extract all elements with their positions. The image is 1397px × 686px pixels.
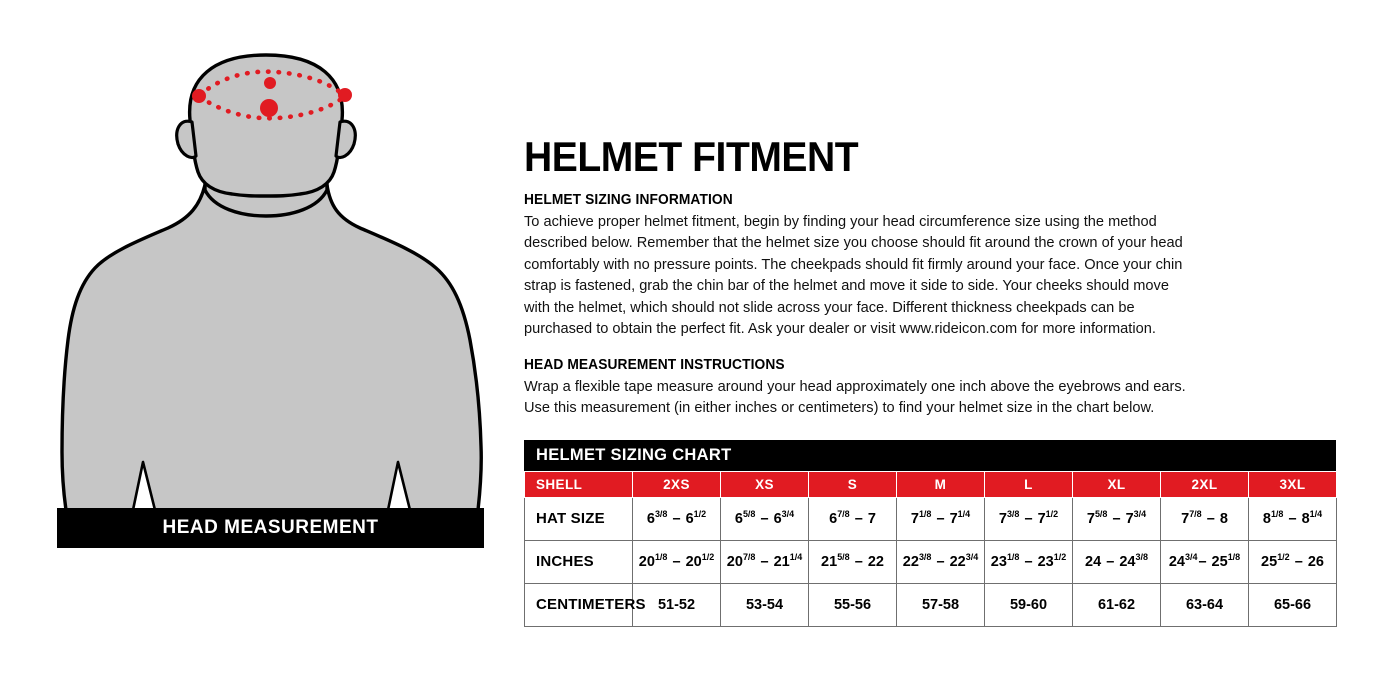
cell-1-1: $20^{7/8} - 21^{1/4}$ [721,540,809,583]
cell-0-1: $6^{5/8} - 6^{3/4}$ [721,497,809,540]
right-ear-shape [336,121,355,157]
cell-0-4: $7^{3/8} - 7^{1/2}$ [985,497,1073,540]
sizing-table [524,471,1337,627]
table-row [525,540,1337,583]
cell-0-2: $6^{7/8} - 7$ [809,497,897,540]
measurement-instructions-body: Wrap a flexible tape measure around your head approximately one inch above the eyebrows and ears. Use this measurement (in either inches or centimeters) to find your helmet size in the chart below. [524,378,1186,417]
cell-1-5: $24 - 24^{3/8}$ [1073,540,1161,583]
torso-shape [62,185,481,510]
tape-dot-top [264,77,276,89]
head-measurement-caption-text: HEAD MEASUREMENT [162,517,379,538]
row-label-hat-size: HAT SIZE [525,497,633,540]
left-ear-shape [177,121,196,157]
sizing-information-body: To achieve proper helmet fitment, begin by finding your head circumference size using the method described below. Remember that the helmet size you choose should fit around the crown of your head comfortably with no pressure points. The cheekpads should fit firmly around your face. Once your chin strap is fastened, grab the chin bar of the helmet and move it side to side. Your cheeks should move with the helmet, which should not slide across your face. Different thickness cheekpads can be purchased to obtain the perfect fit. Ask your dealer or visit www.rideicon.com for more information. [524,214,1183,338]
fitment-content [524,133,1344,627]
column-header-shell: SHELL [525,471,633,497]
cell-2-0: 51-52 [633,583,721,626]
cell-2-5: 61-62 [1073,583,1161,626]
column-header-m: M [897,471,985,497]
row-label-inches: INCHES [525,540,633,583]
head-measurement-caption-bar [57,508,484,548]
table-header-row [525,471,1337,497]
measurement-instructions-subhead: HEAD MEASUREMENT INSTRUCTIONS [524,356,785,373]
column-header-xs: XS [721,471,809,497]
cell-0-0: $6^{3/8} - 6^{1/2}$ [633,497,721,540]
row-label-centimeters: CENTIMETERS [525,583,633,626]
column-header-xl: XL [1073,471,1161,497]
column-header-l: L [985,471,1073,497]
cell-2-4: 59-60 [985,583,1073,626]
sizing-table-body [525,497,1337,626]
sizing-table-head [525,471,1337,497]
column-header-s: S [809,471,897,497]
cell-1-2: $21^{5/8} - 22$ [809,540,897,583]
cell-2-3: 57-58 [897,583,985,626]
column-header-2xl: 2XL [1161,471,1249,497]
cell-2-7: 65-66 [1249,583,1337,626]
column-header-3xl: 3XL [1249,471,1337,497]
cell-0-6: $7^{7/8} - 8$ [1161,497,1249,540]
cell-0-3: $7^{1/8} - 7^{1/4}$ [897,497,985,540]
cell-0-5: $7^{5/8} - 7^{3/4}$ [1073,497,1161,540]
cell-2-6: 63-64 [1161,583,1249,626]
cell-2-2: 55-56 [809,583,897,626]
torso-diagram-svg [0,0,510,686]
cell-1-3: $22^{3/8} - 22^{3/4}$ [897,540,985,583]
cell-1-4: $23^{1/8} - 23^{1/2}$ [985,540,1073,583]
table-row [525,497,1337,540]
tape-dot-right [338,88,352,102]
helmet-sizing-chart [524,440,1336,627]
chart-title-text: HELMET SIZING CHART [536,445,732,464]
cell-1-6: $24^{3/4}-$ $25^{1/8}$ [1161,540,1249,583]
chart-title-bar [524,440,1336,471]
cell-1-0: $20^{1/8} - 20^{1/2}$ [633,540,721,583]
table-row [525,583,1337,626]
sizing-information-subhead: HELMET SIZING INFORMATION [524,192,733,208]
tape-dot-left [192,89,206,103]
head-shape [190,55,343,196]
column-header-2xs: 2XS [633,471,721,497]
page-title: HELMET FITMENT [524,133,859,180]
cell-1-7: $25^{1/2} - 26$ [1249,540,1337,583]
head-measurement-illustration [0,0,510,686]
cell-2-1: 53-54 [721,583,809,626]
tape-dot-center [260,99,278,117]
cell-0-7: $8^{1/8} - 8^{1/4}$ [1249,497,1337,540]
